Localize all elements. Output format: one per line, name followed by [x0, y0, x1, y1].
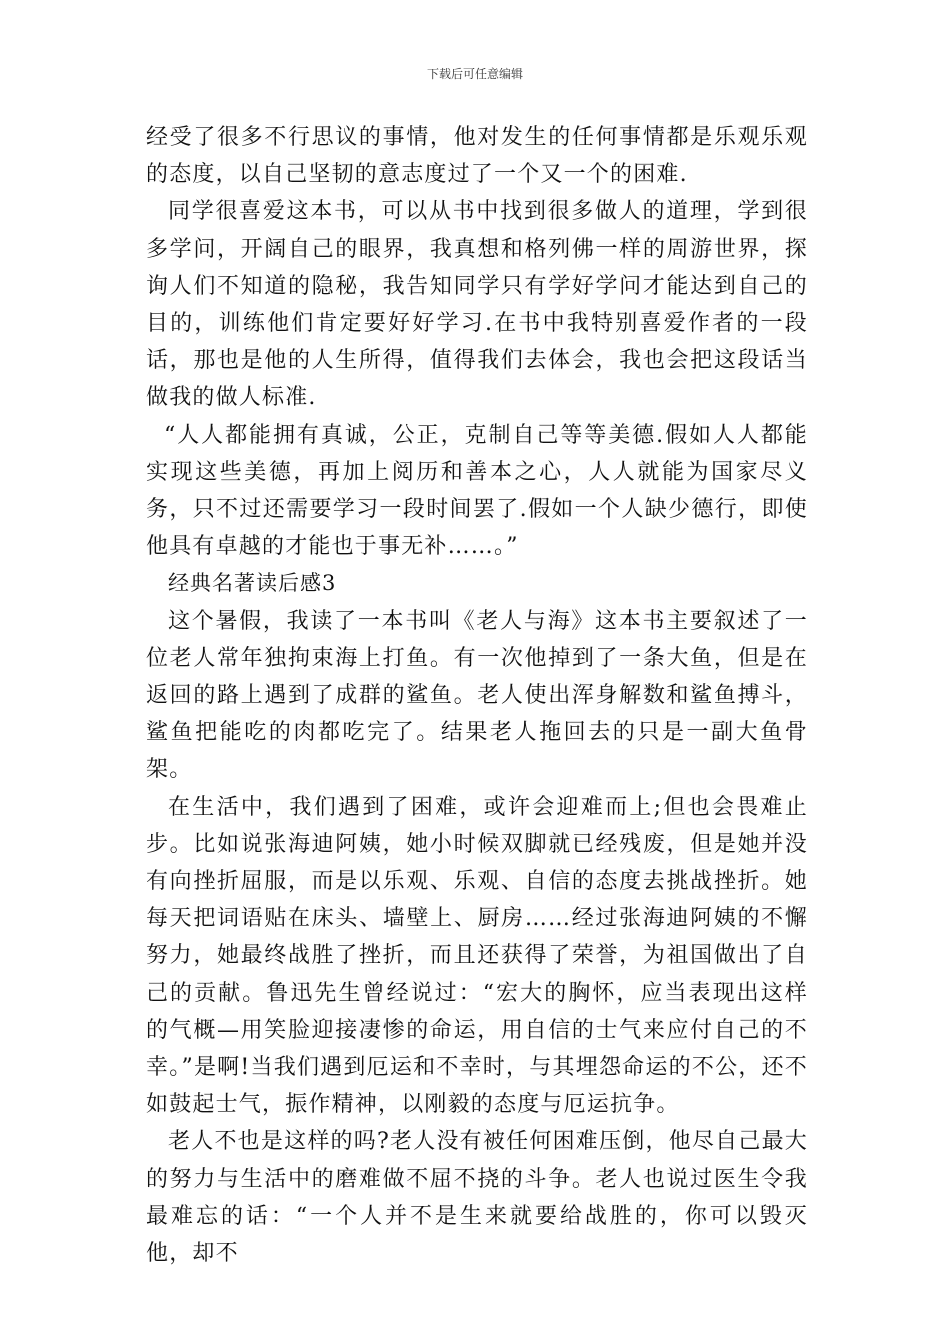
paragraph-3: 这个暑假，我读了一本书叫《老人与海》这本书主要叙述了一位老人常年独拘束海上打鱼。有一次他掉到了一条大鱼，但是在返回的路上遇到了成群的鲨鱼。老人使出浑身解数和鲨鱼搏斗，鲨鱼把能吃的肉都吃完了。结果老人拖回去的只是一副大鱼骨架。: [146, 608, 808, 783]
paragraph-2: 同学很喜爱这本书，可以从书中找到很多做人的道理，学到很多学问，开阔自己的眼界，我真想和格列佛一样的周游世界，探询人们不知道的隐秘，我告知同学只有学好学问才能达到自己的目的，训练他们肯定要好好学习.在书中我特别喜爱作者的一段话，那也是他的人生所得，值得我们去体会，我也会把这段话当做我的做人标准.: [146, 199, 808, 411]
paragraph-5: 老人不也是这样的吗?老人没有被任何困难压倒，他尽自己最大的努力与生活中的磨难做不屈不挠的斗争。老人也说过医生令我最难忘的话：“一个人并不是生来就要给战胜的，你可以毁灭他，却不: [146, 1129, 808, 1267]
page-header: 下载后可任意编辑: [426, 67, 523, 81]
paragraph-4: 在生活中，我们遇到了困难，或许会迎难而上;但也会畏难止步。比如说张海迪阿姨，她小时候双脚就已经残废，但是她并没有向挫折屈服，而是以乐观、乐观、自信的态度去挑战挫折。她每天把词语贴在床头、墙壁上、厨房……经过张海迪阿姨的不懈努力，她最终战胜了挫折，而且还获得了荣誉，为祖国做出了自己的贡献。鲁迅先生曾经说过：“宏大的胸怀，应当表现出这样的气概—用笑脸迎接凄惨的命运，用自信的士气来应付自己的不幸。”是啊!当我们遇到厄运和不幸时，与其埋怨命运的不公，还不如鼓起士气，振作精神，以刚毅的态度与厄运抗争。: [146, 794, 808, 1118]
document-body: [146, 119, 808, 1272]
paragraph-1: 经受了很多不行思议的事情，他对发生的任何事情都是乐观乐观的态度，以自己坚韧的意志度过了一个又一个的困难.: [146, 125, 808, 188]
quote-paragraph: “人人都能拥有真诚，公正，克制自己等等美德.假如人人都能实现这些美德，再加上阅历和善本之心，人人就能为国家尽义务，只不过还需要学习一段时间罢了.假如一个人缺少德行，即使他具有卓越的才能也于事无补……。”: [146, 422, 808, 560]
section-heading: 经典名著读后感3: [168, 571, 337, 596]
